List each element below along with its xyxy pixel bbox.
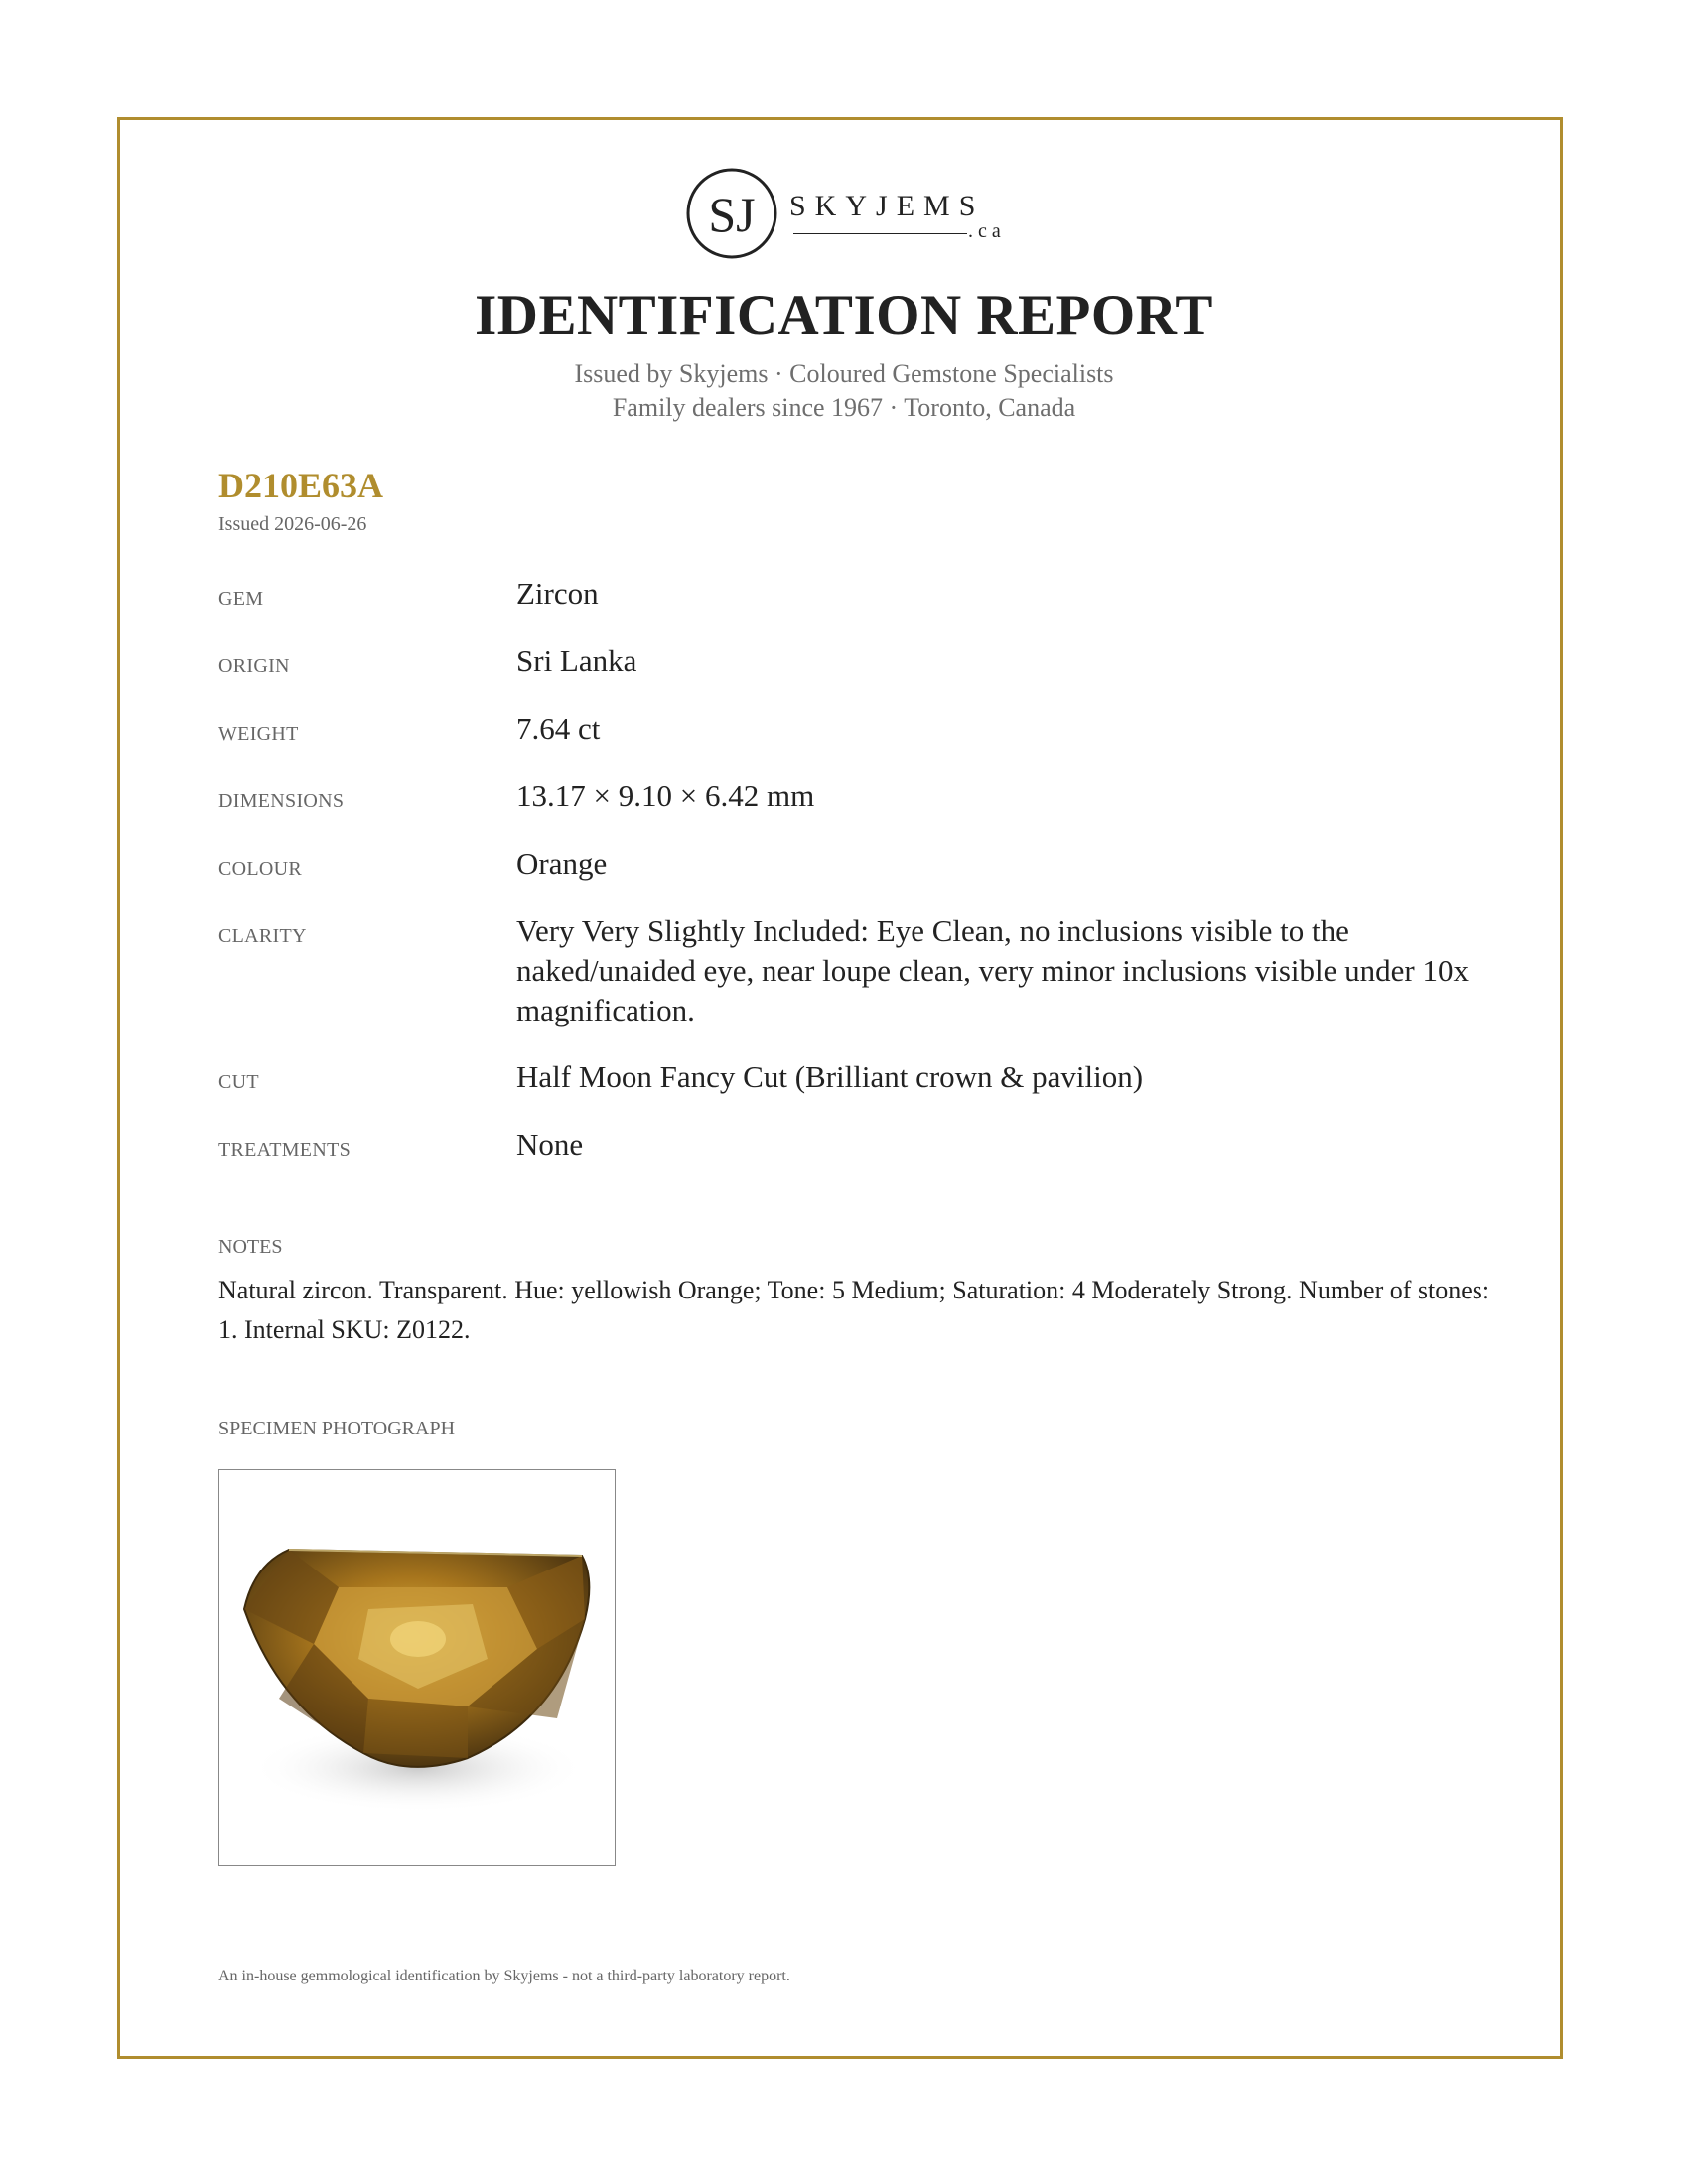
issuer-line: Issued by Skyjems · Coloured Gemstone Specialists [574, 359, 1114, 388]
logo-tld: .ca [968, 220, 1006, 242]
field-value-clarity: Very Very Slightly Included: Eye Clean, no inclusions visible to the naked/unaided eye, near loupe clean, very minor inclusions visible under 10x magnification. [516, 913, 1469, 1027]
field-label-cut: CUT [218, 1071, 259, 1093]
field-value-origin: Sri Lanka [516, 643, 637, 678]
issuer-location-line: Family dealers since 1967 · Toronto, Canada [612, 393, 1076, 422]
zircon-gem-image [219, 1470, 615, 1865]
svg-text:SJ: SJ [708, 187, 756, 242]
field-label-colour: COLOUR [218, 858, 303, 880]
notes-label: NOTES [218, 1236, 283, 1258]
report-id: D210E63A [218, 466, 384, 505]
field-label-treatments: TREATMENTS [218, 1139, 351, 1160]
report-title: IDENTIFICATION REPORT [475, 284, 1213, 346]
photo-label: SPECIMEN PHOTOGRAPH [218, 1418, 456, 1439]
field-value-cut: Half Moon Fancy Cut (Brilliant crown & pavilion) [516, 1059, 1144, 1094]
logo-wordmark: SKYJEMS [789, 190, 985, 222]
issue-date: Issued 2026-06-26 [218, 513, 367, 535]
field-label-origin: ORIGIN [218, 655, 290, 677]
field-label-clarity: CLARITY [218, 925, 307, 947]
field-label-weight: WEIGHT [218, 723, 299, 745]
field-value-treatments: None [516, 1127, 584, 1161]
skyjems-logo [684, 166, 1012, 265]
field-value-colour: Orange [516, 846, 608, 881]
field-label-gem: GEM [218, 588, 264, 610]
sj-monogram-icon [684, 166, 779, 261]
field-value-weight: 7.64 ct [516, 711, 601, 746]
field-value-dimensions: 13.17 × 9.10 × 6.42 mm [516, 778, 815, 813]
specimen-photo [218, 1469, 616, 1866]
field-label-dimensions: DIMENSIONS [218, 790, 345, 812]
logo-rule [793, 233, 967, 234]
footer-disclaimer: An in-house gemmological identification by Skyjems - not a third-party laboratory report. [218, 1968, 790, 1984]
notes-text: Natural zircon. Transparent. Hue: yellowish Orange; Tone: 5 Medium; Saturation: 4 Moderately Strong. Number of stones: 1. Internal SKU: Z0122. [218, 1276, 1490, 1344]
field-value-gem: Zircon [516, 576, 599, 611]
